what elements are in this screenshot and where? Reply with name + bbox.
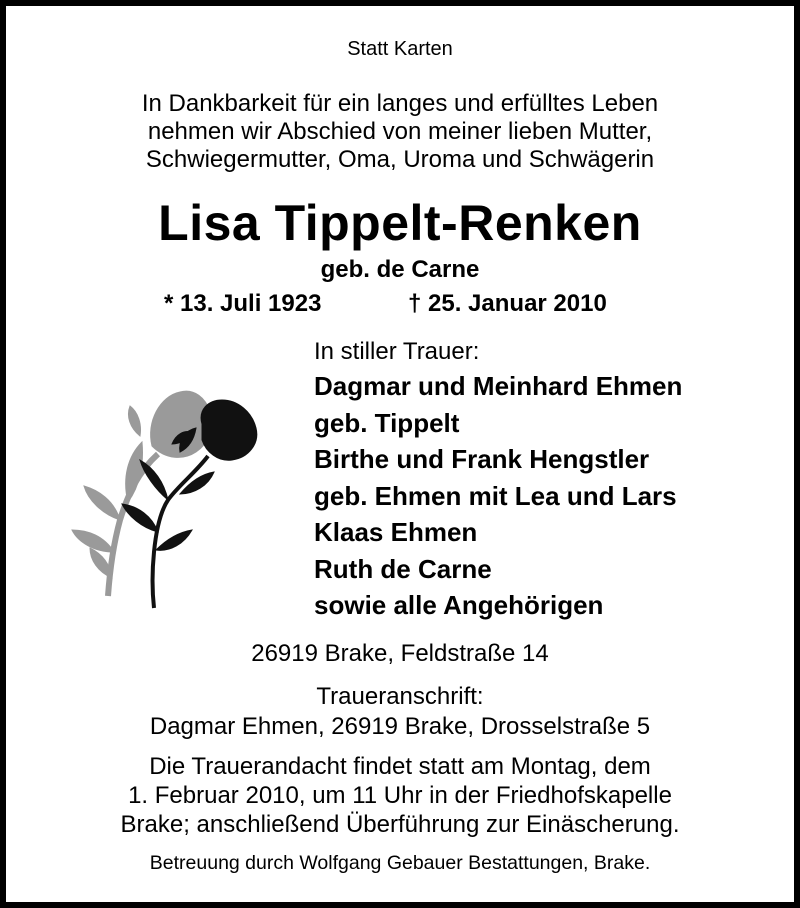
mailing-address-block	[6, 682, 794, 742]
header-text: Statt Karten	[347, 38, 453, 60]
mailing-heading: Traueranschrift:	[316, 683, 484, 710]
intro-line: In Dankbarkeit für ein langes und erfülltes Leben	[141, 90, 659, 117]
home-address: 26919 Brake, Feldstraße 14	[251, 640, 549, 667]
service-line: Brake; anschließend Überführung zur Einäscherung.	[120, 811, 680, 838]
mourner-line: Dagmar und Meinhard Ehmen	[314, 371, 683, 401]
birth-date: * 13. Juli 1923	[164, 290, 322, 317]
intro-line: Schwiegermutter, Oma, Uroma und Schwägerin	[145, 146, 655, 173]
mourner-line: Klaas Ehmen	[314, 517, 478, 547]
service-line: Die Trauerandacht findet statt am Montag, dem	[149, 753, 651, 780]
undertaker-credit: Betreuung durch Wolfgang Gebauer Bestattungen, Brake.	[149, 852, 651, 874]
service-info	[6, 752, 794, 839]
service-line: 1. Februar 2010, um 11 Uhr in der Friedhofskapelle	[128, 782, 672, 809]
mailing-address: Dagmar Ehmen, 26919 Brake, Drosselstraße 5	[149, 713, 651, 740]
deceased-name: Lisa Tippelt-Renken	[158, 195, 642, 251]
mourner-line: Birthe und Frank Hengstler	[314, 444, 650, 474]
mourners-block	[314, 336, 682, 624]
mourner-line: sowie alle Angehörigen	[314, 590, 604, 620]
mourner-line: Ruth de Carne	[314, 553, 492, 584]
intro-line: nehmen wir Abschied von meiner lieben Mutter,	[147, 118, 653, 145]
intro-paragraph	[6, 90, 794, 174]
rose-icon	[68, 382, 264, 614]
maiden-name: geb. de Carne	[320, 256, 480, 283]
mourner-line: geb. Ehmen mit Lea und Lars	[314, 480, 677, 511]
mourning-heading: In stiller Trauer:	[314, 338, 480, 365]
mourner-line: geb. Tippelt	[314, 407, 460, 438]
death-date: † 25. Januar 2010	[408, 290, 607, 317]
